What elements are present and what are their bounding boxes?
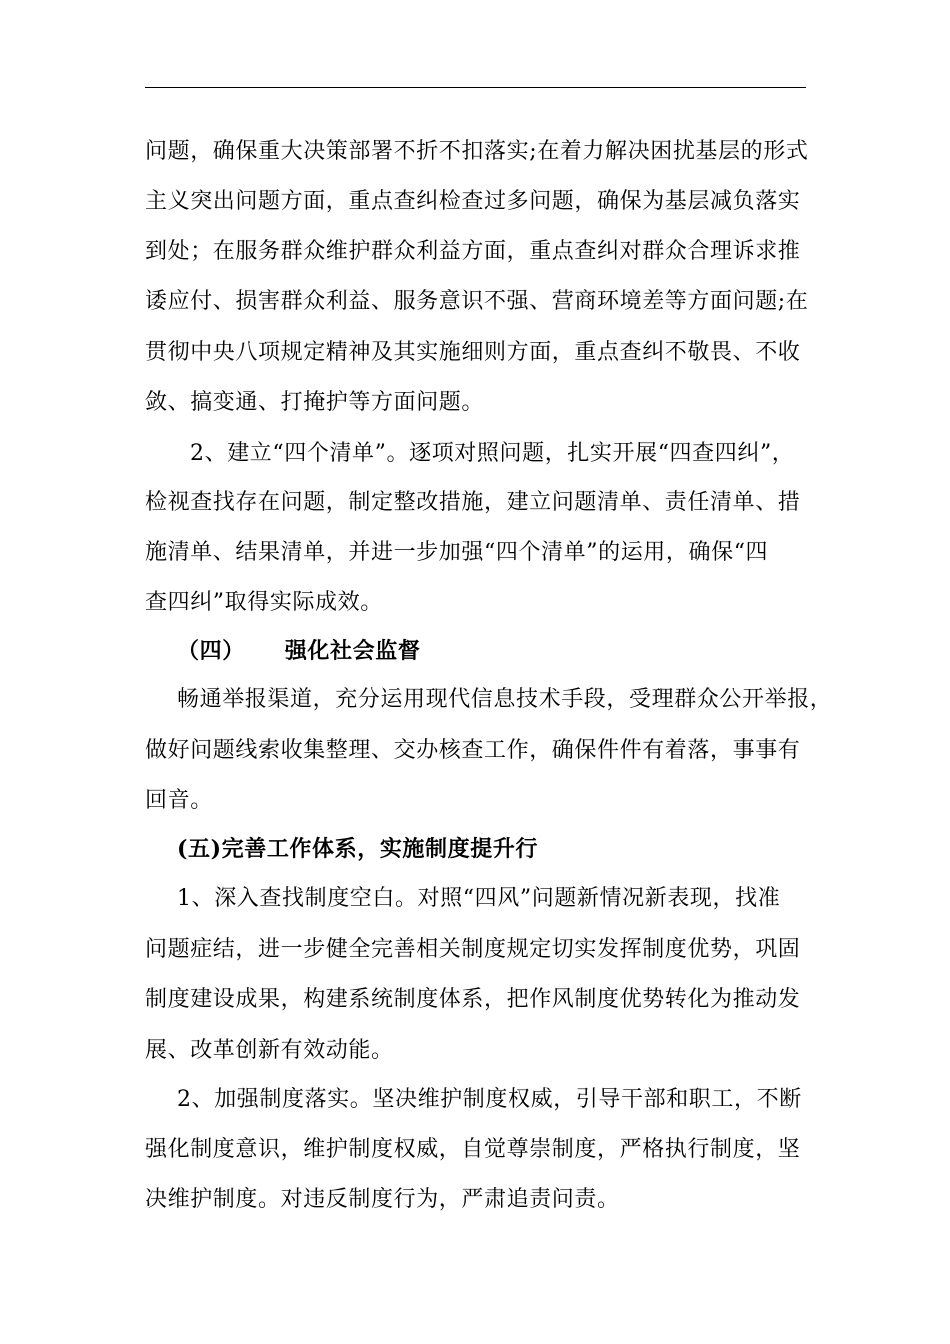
text-line: 2、加强制度落实。坚决维护制度权威，引导干部和职工，不断 [177, 1087, 802, 1112]
section-heading [177, 638, 420, 664]
text-line: 畅通举报渠道，充分运用现代信息技术手段，受理群众公开举报， [177, 687, 833, 712]
text-line: 施清单、结果清单，并进一步加强“四个清单”的运用，确保“四 [145, 540, 769, 565]
text-line: 1、深入查找制度空白。对照“四风”问题新情况新表现，找准 [177, 886, 781, 911]
text-line: 检视查找存在问题，制定整改措施，建立问题清单、责任清单、措 [145, 490, 801, 515]
text-line: 2、建立“四个清单”。逐项对照问题，扎实开展“四查四纠”， [190, 441, 795, 466]
text-line: 查四纠”取得实际成效。 [145, 590, 383, 615]
text-line: 诿应付、损害群众利益、服务意识不强、营商环境差等方面问题;在 [145, 289, 809, 314]
text-line: 做好问题线索收集整理、交办核查工作，确保件件有着落，事事有 [145, 738, 801, 763]
text-line: 回音。 [145, 788, 213, 813]
text-line: 展、改革创新有效动能。 [145, 1038, 394, 1063]
text-line: 强化制度意识，维护制度权威，自觉尊崇制度，严格执行制度，坚 [145, 1137, 801, 1162]
text-line: 决维护制度。对违反制度行为，严肃追责问责。 [145, 1187, 620, 1212]
text-line: 问题症结，进一步健全完善相关制度规定切实发挥制度优势，巩固 [145, 937, 801, 962]
text-line: 主义突出问题方面，重点查纠检查过多问题，确保为基层减负落实 [145, 189, 801, 214]
text-line: 贯彻中央八项规定精神及其实施细则方面，重点查纠不敬畏、不收 [145, 340, 801, 365]
text-line: 问题，确保重大决策部署不折不扣落实;在着力解决困扰基层的形式 [145, 139, 809, 164]
section-heading: (五)完善工作体系，实施制度提升行 [177, 836, 539, 862]
text-line: 到处；在服务群众维护群众利益方面，重点查纠对群众合理诉求推 [145, 239, 801, 264]
heading-number: （四） [177, 638, 245, 664]
header-rule [145, 87, 806, 88]
heading-title: 强化社会监督 [284, 638, 421, 664]
text-line: 制度建设成果，构建系统制度体系，把作风制度优势转化为推动发 [145, 987, 801, 1012]
text-line: 敛、搞变通、打掩护等方面问题。 [145, 390, 485, 415]
